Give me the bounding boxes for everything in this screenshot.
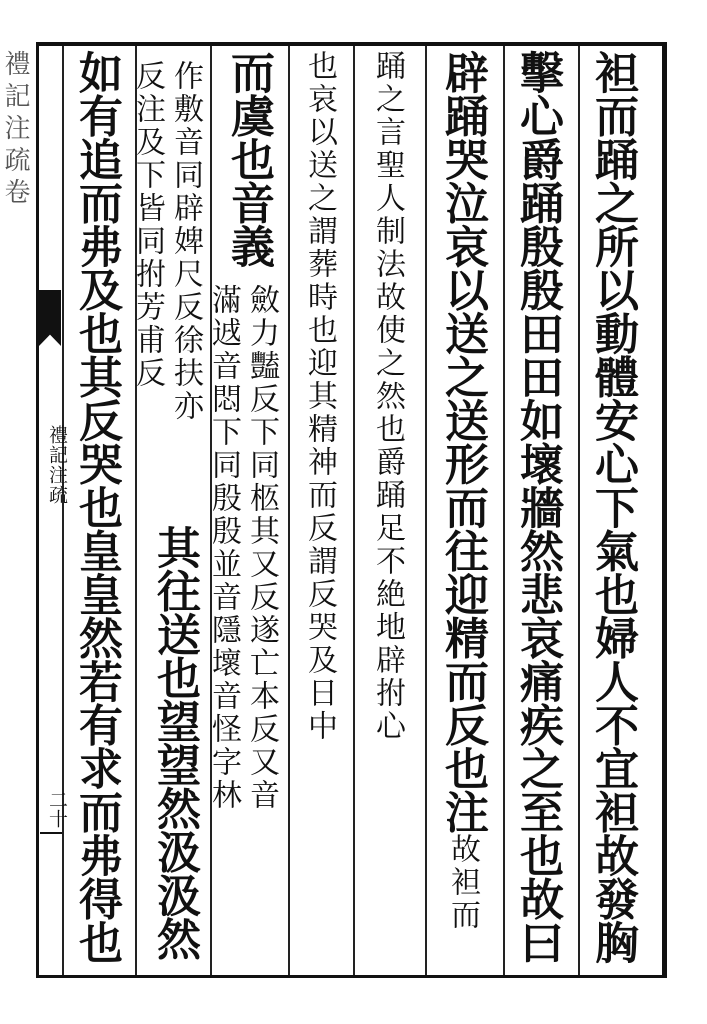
main-text: 擊心爵踊殷殷田田如壞牆然悲哀痛疾之至也故曰 (512, 50, 563, 964)
column-rule (578, 46, 580, 975)
column-rule (425, 46, 427, 975)
column-rule (503, 46, 505, 975)
commentary-text: 故袒而 (445, 833, 480, 932)
text-column-3 (437, 50, 488, 932)
margin-book-title: 禮記注疏 (46, 425, 68, 505)
text-column-5 (302, 50, 337, 743)
text-column-8 (71, 50, 122, 964)
frame-bottom-border (36, 975, 666, 978)
fishtail-mark-tail (39, 308, 61, 346)
dual-note-block-2 (130, 60, 204, 423)
text-column-6 (223, 50, 274, 268)
page-number-rule (40, 832, 62, 834)
text-column-2 (512, 50, 563, 964)
text-column-7 (149, 525, 200, 960)
fishtail-mark (39, 290, 61, 308)
dual-note-block-1 (206, 284, 280, 812)
main-text: 其往送也望望然汲汲然 (149, 525, 200, 960)
frame-right-border (662, 42, 667, 978)
dual-note-line: 滿䢕音悶下同殷殷並音隱壞音怪字林 (206, 284, 241, 812)
column-rule (62, 46, 64, 975)
column-rule (353, 46, 355, 975)
margin-page-number: 二十 (46, 790, 68, 828)
text-column-1 (587, 50, 638, 964)
dual-note-line: 斂力豔反下同柩其又反遂亡本反又音 (244, 284, 279, 812)
main-text: 而虞也音義 (223, 50, 274, 268)
margin-running-title-faint: 禮記注疏卷 (0, 50, 30, 210)
main-text: 袒而踊之所以動體安心下氣也婦人不宜袒故發胸 (587, 50, 638, 964)
commentary-text: 踊之言聖人制法故使之然也爵踊足不絶地辟拊心 (370, 50, 405, 743)
dual-note-line: 作敷音同辟婢尺反徐扶亦 (168, 60, 203, 423)
dual-note-line: 反注及下皆同拊芳甫反 (130, 60, 165, 390)
commentary-text: 也哀以送之謂葬時也迎其精神而反謂反哭及日中 (302, 50, 337, 743)
frame-top-border (36, 42, 666, 46)
main-text: 如有追而弗及也其反哭也皇皇然若有求而弗得也 (71, 50, 122, 964)
frame-left-border (36, 42, 39, 978)
main-text: 辟踊哭泣哀以送之送形而往迎精而反也注 (437, 50, 488, 833)
text-column-4 (370, 50, 405, 743)
column-rule (288, 46, 290, 975)
